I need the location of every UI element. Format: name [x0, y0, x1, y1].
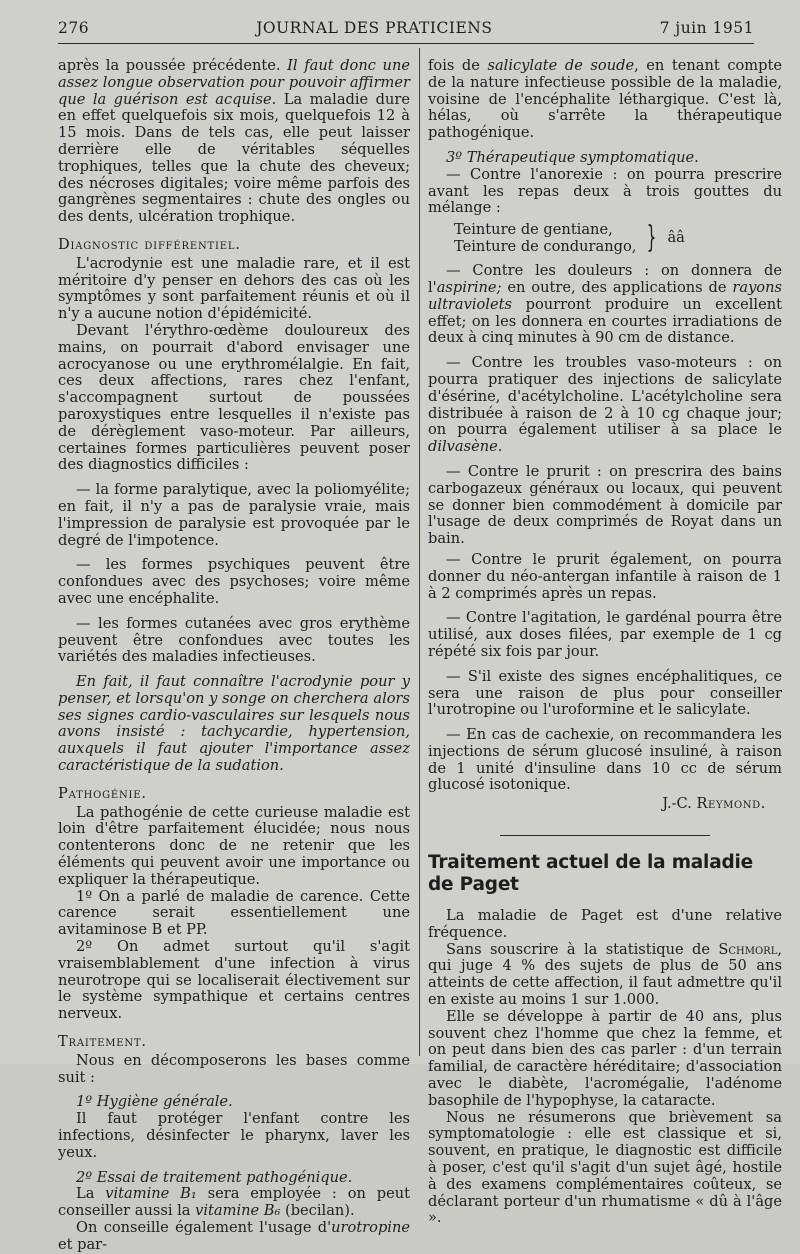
header-rule — [58, 43, 754, 44]
paragraph: La pathogénie de cette curieuse maladie est loin d'être parfaitement élucidée; nous nous contenterons donc de ne retenir que les éléments qui peuvent avoir une importance ou expliquer la thérapeutique. — [58, 803, 410, 888]
paragraph: — Contre l'agitation, le gardénal pourra être utilisé, aux doses filées, par exemple de 1 cg répété six fois par jour. — [428, 609, 782, 660]
paragraph: — Contre le prurit : on prescrira des bains carbogazeux généraux ou locaux, qui peuvent se donner bien commodément à domicile par l'usage de deux comprimés de Royat dans un bain. — [428, 462, 782, 548]
paragraph: Nous ne résumerons que brièvement sa symptomatologie : elle est classique et si, souvent, en pratique, le diagnostic est difficile à poser, c'est qu'il s'agit d'un sujet âgé, hostile à des examens complémentaires coûteux, se déclarant porteur d'un rhumatisme « dû à l'âge ». — [428, 1108, 782, 1227]
paragraph: — les formes psychiques peuvent être confondues avec des psychoses; voire même avec une encéphalite. — [58, 556, 410, 607]
page-number: 276 — [58, 19, 90, 37]
right-column — [428, 57, 782, 1227]
left-column — [58, 57, 411, 1253]
formula-quantity: ââ — [667, 228, 685, 246]
paragraph: — Contre l'anorexie : on pourra prescrire avant les repas deux à trois gouttes du mélange : — [428, 165, 782, 217]
paragraph: — Contre le prurit également, on pourra donner du néo-antergan infantile à raison de 1 à 2 comprimés après un repas. — [428, 550, 782, 602]
page-header — [58, 16, 754, 40]
section-heading-pathogenie: Pathogénie. — [58, 784, 147, 802]
paragraph: La vitamine B₁ sera employée : on peut conseiller aussi la vitamine B₆ (becilan). — [58, 1185, 411, 1220]
paragraph: — les formes cutanées avec gros erythème peuvent être confondues avec toutes les variétés des maladies infectieuses. — [58, 614, 410, 666]
brace-glyph: } — [647, 220, 657, 256]
formula-line: Teinture de condurango, — [454, 238, 637, 256]
paragraph: — S'il existe des signes encéphalitiques, ce sera une raison de plus pour conseiller l'urotropine ou l'uroformine et le salicylate. — [428, 667, 782, 719]
subheading: 3º Thérapeutique symptomatique. — [446, 148, 699, 166]
paragraph: après la poussée précédente. Il faut donc une assez longue observation pour pouvoir affirmer que la guérison est acquise. La maladie dure en effet quelquefois six mois, quelquefois 12 à 15 mois. Dans de tels cas, elle peut laisser derrière elle de véritables séquelles trophiques, telles que la chute des cheveux; des nécroses digitales; voire même parfois des gangrènes segmentaires : chute des ongles ou des dents, ulcération trophique. — [58, 57, 410, 226]
paragraph: En fait, il faut connaître l'acrodynie pour y penser, et lorsqu'on y songe on cherchera alors ses signes cardio-vasculaires sur lesquels nous avons insisté : tachycardie, hypertension, auxquels il faut ajouter l'importance assez caractéristique de la sudation. — [58, 673, 410, 775]
paragraph: La maladie de Paget est d'une relative fréquence. — [428, 907, 782, 941]
formula-line: Teinture de gentiane, — [454, 221, 613, 239]
paragraph: fois de salicylate de soude, en tenant compte de la nature infectieuse possible de la maladie, voisine de l'encéphalite léthargique. C'est là, hélas, où s'arrête la thérapeutique pathogénique. — [428, 57, 782, 142]
paragraph: Il faut protéger l'enfant contre les infections, désinfecter le pharynx, laver les yeux. — [58, 1110, 410, 1161]
paragraph: L'acrodynie est une maladie rare, et il est méritoire d'y penser en dehors des cas où les symptômes y sont parfaitement réunis et où il n'y a aucune notion d'épidémicité. — [58, 254, 410, 323]
section-heading-diagnostic: Diagnostic différentiel. — [58, 235, 241, 253]
paragraph: Devant l'érythro-œdème douloureux des mains, on pourrait d'abord envisager une acrocyanose ou une erythromélalgie. En fait, ces deux affections, rares chez l'enfant, s'accompagnent surtout de poussées paroxystiques entre lesquelles il n'existe pas de dérèglement vaso-moteur. Par ailleurs, certaines formes particulières peuvent poser des diagnostics difficiles : — [58, 321, 410, 474]
journal-title: JOURNAL DES PRATICIENS — [256, 19, 493, 37]
formula — [454, 221, 782, 255]
author-signature: J.-C. Reymond. — [662, 795, 766, 813]
paragraph: Sans souscrire à la statistique de Schmorl, qui juge 4 % des sujets de plus de 50 ans atteints de cette affection, il faut admettre qu'il en existe au moins 1 sur 1.000. — [428, 940, 782, 1009]
paragraph: — Contre les douleurs : on donnera de l'aspirine; en outre, des applications de rayons ultraviolets pourront produire un excellent effet; on les donnera en courtes irradiations de deux à cinq minutes à 90 cm de distance. — [428, 262, 782, 347]
issue-date: 7 juin 1951 — [659, 19, 754, 37]
paragraph: 2º On admet surtout qu'il s'agit vraisemblablement d'une infection à virus neurotrope qui se localiserait électivement sur le système sympathique et certains centres nerveux. — [58, 938, 410, 1023]
paragraph: 1º On a parlé de maladie de carence. Cette carence serait essentiellement une avitaminose B et PP. — [58, 887, 410, 939]
paragraph: Elle se développe à partir de 40 ans, plus souvent chez l'homme que chez la femme, et on peut dans bien des cas parler : d'un terrain familial, de caractère héréditaire; d'association avec le diabète, l'acromégalie, l'adénome basophile de l'hypophyse, la cataracte. — [428, 1007, 782, 1109]
subheading: 1º Hygiène générale. — [76, 1093, 233, 1111]
paragraph: — En cas de cachexie, on recommandera les injections de sérum glucosé insuliné, à raison de 1 unité d'insuline dans 10 cc de sérum glucosé isotonique. — [428, 726, 782, 794]
paragraph: — Contre les troubles vaso-moteurs : on pourra pratiquer des injections de salicylate d'ésérine, d'acétylcholine. L'acétylcholine sera distribuée à raison de 2 à 10 cg chaque jour; on pourra également utiliser à sa place le dilvasène. — [428, 354, 782, 456]
paragraph: Nous en décomposerons les bases comme suit : — [58, 1051, 410, 1086]
subheading: 2º Essai de traitement pathogénique. — [76, 1168, 353, 1186]
paragraph: On conseille également l'usage d'urotropine et par- — [58, 1219, 410, 1253]
paragraph: — la forme paralytique, avec la poliomyélite; en fait, il n'y a pas de paralysie vraie, mais l'impression de paralysie est provoquée par le degré de l'impotence. — [58, 481, 410, 549]
section-heading-traitement: Traitement. — [58, 1033, 147, 1051]
article-divider — [500, 835, 710, 836]
column-separator — [419, 48, 420, 1056]
article-title: Traitement actuel de la maladie de Paget — [428, 852, 754, 896]
